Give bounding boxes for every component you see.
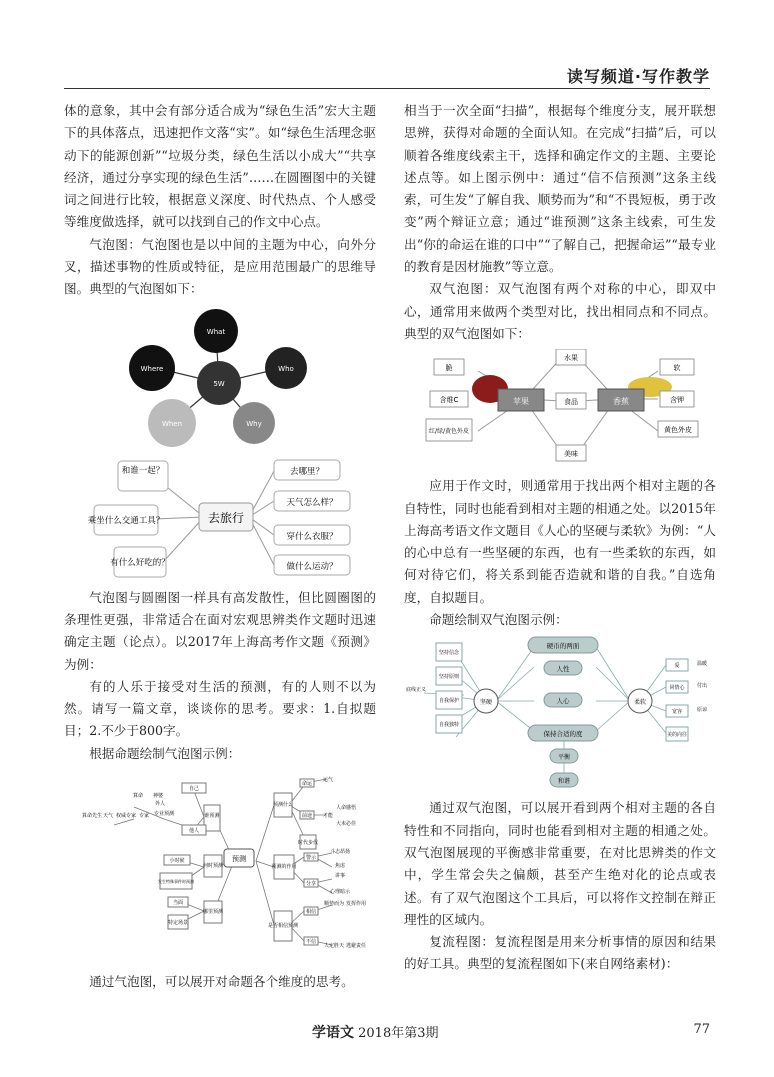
travel-l2: 乘坐什么交通工具？ xyxy=(87,515,165,526)
svg-text:人命感悟: 人命感悟 xyxy=(335,805,357,812)
page-number: 77 xyxy=(693,1022,710,1037)
bubble-center: 5W xyxy=(213,379,225,388)
paragraph: 气泡图：气泡图也是以中间的主题为中心，向外分叉，描述事物的性质或特征，是应用范围最广的思维导图。典型的气泡图如下： xyxy=(64,236,376,297)
svg-text:温暖: 温暖 xyxy=(696,661,708,668)
paragraph: 应用于作文时，则通常用于找出两个相对主题的各自特性，同时也能看到相对主题的相通之处。以2015年上海高考语文作文题目《人心的坚硬与柔软》为例：“人的心中总有一些坚硬的东西，也有一些柔软的东西，如何对待它们，将关系到能否造就和谐的自我。”自选角度，自拟题目。 xyxy=(404,478,716,605)
svg-text:预测什么: 预测什么 xyxy=(272,802,294,809)
svg-text:红/绿/黄色外皮: 红/绿/黄色外皮 xyxy=(428,428,470,436)
figure-travel-bubble xyxy=(64,457,376,581)
svg-text:警示: 警示 xyxy=(305,855,317,862)
svg-text:焦虑: 焦虑 xyxy=(334,863,346,870)
svg-text:大未必佳: 大未必佳 xyxy=(335,821,357,828)
paragraph: 命题绘制双气泡图示例： xyxy=(429,612,568,628)
svg-text:平衡: 平衡 xyxy=(557,754,571,762)
svg-text:坚硬: 坚硬 xyxy=(479,699,493,707)
svg-text:算命先生: 算命先生 xyxy=(81,813,103,820)
svg-text:和谐: 和谐 xyxy=(557,778,571,786)
figure-double-bubble-heart xyxy=(404,635,716,791)
paragraph: 体的意象，其中会有部分适合成为“绿色生活”宏大主题下的具体落点，迅速把作文落“实”。如“绿色生活理念驱动下的能源创新”“垃圾分类，绿色生活以小成大”“共享经济，通过分享实现的绿色生活”……在圆圈图中的关键词之间进行比较，根据意义深度、时代热点、个人感受等维度做选择，就可以找到自己的作文中心点。 xyxy=(64,103,376,230)
svg-text:心理暗示: 心理暗示 xyxy=(329,889,351,896)
svg-text:含维C: 含维C xyxy=(439,396,459,405)
travel-r1: 去哪里？ xyxy=(289,466,325,477)
svg-text:分享: 分享 xyxy=(305,881,317,888)
svg-text:顺势而为: 顺势而为 xyxy=(323,901,345,908)
svg-text:才能: 才能 xyxy=(322,813,334,820)
svg-text:相信: 相信 xyxy=(305,909,317,916)
svg-text:软: 软 xyxy=(673,364,681,373)
svg-text:谁预测: 谁预测 xyxy=(204,813,220,820)
svg-text:坚持原则: 坚持原则 xyxy=(438,674,460,681)
svg-text:前途: 前途 xyxy=(301,813,313,820)
svg-text:坚持信念: 坚持信念 xyxy=(438,650,460,657)
paragraph: 双气泡图：双气泡图有两个对称的中心，即双中心，通常用来做两个类型对比，找出相同点和不同点。典型的双气泡图如下： xyxy=(404,281,716,341)
journal-name: 学语文 2018年第3期 xyxy=(312,1025,439,1041)
left-column xyxy=(64,100,376,993)
bubble-who: Who xyxy=(278,364,294,373)
figure-predict-bubble xyxy=(64,769,376,965)
svg-text:专家: 专家 xyxy=(138,813,150,820)
svg-text:爱: 爱 xyxy=(674,663,680,670)
svg-text:保持合适的度: 保持合适的度 xyxy=(543,730,583,739)
svg-text:人性: 人性 xyxy=(556,665,570,674)
travel-r3: 穿什么衣服？ xyxy=(286,531,338,542)
travel-l1: 和谁一起？ xyxy=(121,465,165,476)
svg-text:美味: 美味 xyxy=(564,450,578,459)
svg-text:自我独特: 自我独特 xyxy=(438,722,460,729)
svg-text:发生特殊事件时预测: 发生特殊事件时预测 xyxy=(158,879,194,885)
travel-r4: 做什么运动？ xyxy=(286,561,338,572)
svg-text:预测的作用: 预测的作用 xyxy=(271,864,297,871)
svg-text:小时候: 小时候 xyxy=(169,858,185,865)
svg-text:脆: 脆 xyxy=(445,364,453,373)
figure-double-bubble-fruit xyxy=(404,349,716,469)
svg-text:何时预测: 何时预测 xyxy=(202,863,224,870)
svg-text:他人: 他人 xyxy=(188,828,200,835)
svg-text:天气: 天气 xyxy=(102,813,114,820)
travel-center: 去旅行 xyxy=(207,510,245,525)
svg-text:柔软: 柔软 xyxy=(633,699,647,707)
fruit-c2: 香蕉 xyxy=(613,397,629,407)
bubble-why: Why xyxy=(246,419,262,428)
travel-l3: 有什么好吃的？ xyxy=(110,557,170,568)
svg-text:美的向往: 美的向往 xyxy=(666,732,688,739)
svg-text:是否相信预测: 是否相信预测 xyxy=(267,923,299,930)
paragraph: 通过双气泡图，可以展开看到两个相对主题的各自特性和不同指向，同时也能看到相对主题的相通之处。双气泡图展现的平衡感非常重要，在对比思辨类的作文中，学生常会失之偏颇，甚至产生绝对化的论点或表述。有了双气泡图这个工具后，可以将作文控制在辩正理性的区域内。 xyxy=(404,800,716,927)
svg-text:当面: 当面 xyxy=(172,900,184,907)
svg-text:黄色外皮: 黄色外皮 xyxy=(664,426,692,435)
svg-text:外人: 外人 xyxy=(154,801,166,808)
paragraph: 相当于一次全面“扫描”，根据每个维度分支，展开联想思辨，获得对命题的全面认知。在完成“扫描”后，可以顺着各维度线索主干，选择和确定作文的主题、主要论述点等。如上图示例中：通过“信不信预测”这条主线索，可生发“了解自我、顺势而为”和“不畏短板，勇于改变”两个辩证立意；通过“谁预测”这条主线索，可生发出“你的命运在谁的口中”“了解自己，把握命运”“最专业的教育是因材施教”等立意。 xyxy=(404,103,716,275)
svg-text:时代步伐: 时代步伐 xyxy=(297,840,319,847)
paragraph: 根据命题绘制气泡图示例： xyxy=(89,745,241,761)
svg-text:特定场景: 特定场景 xyxy=(167,920,189,927)
paragraph: 有的人乐于接受对生活的预测，有的人则不以为然。请写一篇文章，谈谈你的思考。要求：1.自拟题目；2.不少于800字。 xyxy=(64,678,376,739)
bubble-what: What xyxy=(206,327,226,336)
paragraph: 复流程图：复流程图是用来分析事情的原因和结果的好工具。典型的复流程图如下(来自网络素材)： xyxy=(404,934,716,972)
svg-text:专业预测: 专业预测 xyxy=(153,811,175,818)
svg-text:不信: 不信 xyxy=(305,939,317,946)
svg-text:含钾: 含钾 xyxy=(670,396,684,405)
svg-text:底线正义: 底线正义 xyxy=(405,687,427,694)
svg-text:预测: 预测 xyxy=(232,855,246,864)
svg-text:哪里预测: 哪里预测 xyxy=(202,909,224,916)
svg-text:命运: 命运 xyxy=(301,781,313,788)
svg-text:水果: 水果 xyxy=(564,354,578,363)
svg-text:食品: 食品 xyxy=(564,398,578,407)
svg-text:算命: 算命 xyxy=(132,793,144,800)
svg-text:原谅: 原谅 xyxy=(696,707,708,714)
svg-text:自己: 自己 xyxy=(188,786,200,793)
header-title: 读写频道·写作教学 xyxy=(566,67,710,86)
svg-text:付出: 付出 xyxy=(696,683,708,690)
svg-text:宽容: 宽容 xyxy=(671,709,683,716)
svg-text:神婆: 神婆 xyxy=(152,793,164,800)
svg-text:讲事: 讲事 xyxy=(334,873,346,880)
paragraph: 通过气泡图，可以展开对命题各个维度的思考。 xyxy=(89,974,354,990)
fruit-c1: 苹果 xyxy=(513,397,529,407)
page-footer xyxy=(64,1022,710,1044)
svg-text:斗志昂扬: 斗志昂扬 xyxy=(329,849,351,856)
figure-5w-bubble xyxy=(64,305,376,451)
svg-text:逃避责任: 逃避责任 xyxy=(345,943,367,950)
svg-text:运气: 运气 xyxy=(322,777,334,784)
svg-text:人心: 人心 xyxy=(556,697,570,706)
svg-text:硬币的两面: 硬币的两面 xyxy=(546,642,580,651)
paragraph: 气泡图与圆圈图一样具有高发散性，但比圆圈图的条理性更强，非常适合在面对宏观思辨类作文题时迅速确定主题（论点）。以2017年上海高考作文题《预测》为例： xyxy=(64,589,376,672)
svg-text:权威专家: 权威专家 xyxy=(115,813,137,820)
right-column xyxy=(404,100,716,976)
bubble-when: When xyxy=(161,419,183,428)
svg-text:自我保护: 自我保护 xyxy=(438,698,460,705)
svg-text:发挥作用: 发挥作用 xyxy=(345,901,367,908)
svg-text:同情心: 同情心 xyxy=(669,685,685,692)
travel-r2: 天气怎么样？ xyxy=(286,497,338,508)
page-header xyxy=(64,58,710,89)
bubble-where: Where xyxy=(140,364,164,373)
svg-text:人定胜天: 人定胜天 xyxy=(323,943,345,950)
